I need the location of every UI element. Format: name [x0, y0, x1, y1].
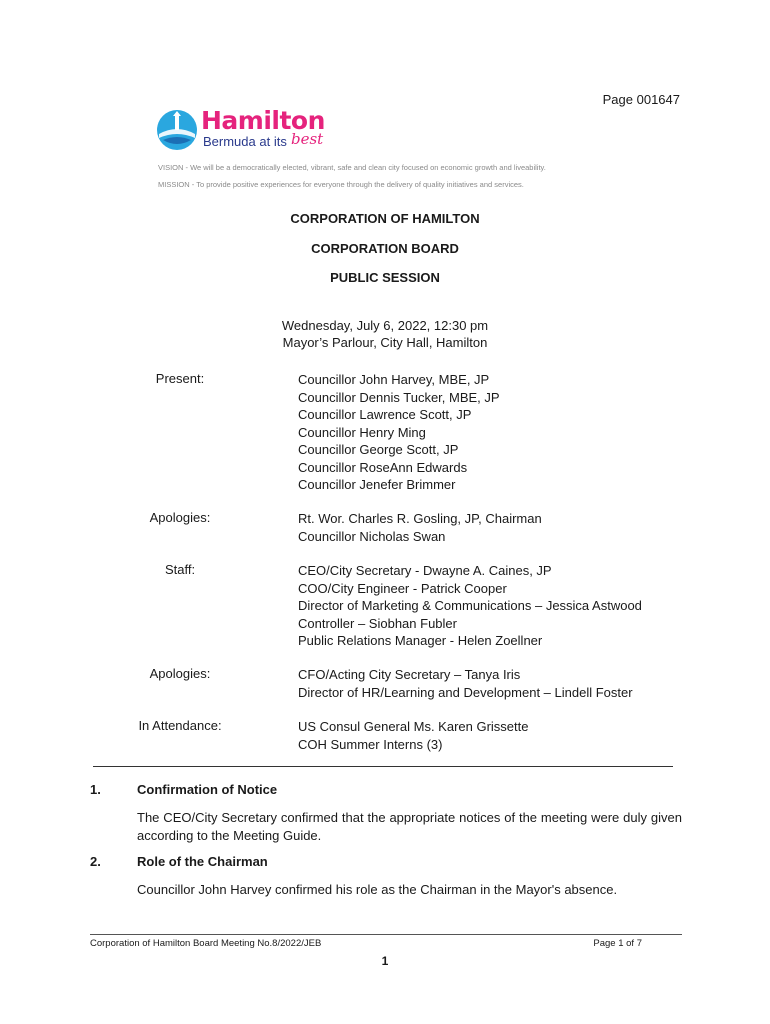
attendee-name: CFO/Acting City Secretary – Tanya Iris: [298, 667, 521, 682]
staff-apologies-list: [298, 666, 633, 701]
footer-page-number: 1: [381, 954, 389, 968]
apologies-label: Apologies:: [149, 510, 211, 525]
attendee-name: Councillor George Scott, JP: [298, 442, 459, 457]
section-number: 2.: [90, 854, 101, 869]
attendee-name: Councillor Jenefer Brimmer: [298, 477, 456, 492]
attendee-name: Councillor John Harvey, MBE, JP: [298, 372, 490, 387]
attendee-name: Public Relations Manager - Helen Zoellner: [298, 633, 543, 648]
meeting-datetime: Wednesday, July 6, 2022, 12:30 pm: [281, 318, 489, 333]
attendee-name: US Consul General Ms. Karen Grissette: [298, 719, 529, 734]
section-title: Confirmation of Notice: [137, 782, 278, 797]
apologies-list: [298, 510, 542, 545]
attendee-name: COO/City Engineer - Patrick Cooper: [298, 580, 507, 596]
attendee-name: Councillor Dennis Tucker, MBE, JP: [298, 389, 500, 405]
attendee-name: Director of Marketing & Communications – Jessica Astwood: [298, 598, 642, 613]
present-label: Present:: [155, 371, 205, 386]
attendee-name: COH Summer Interns (3): [298, 736, 443, 752]
section-body: The CEO/City Secretary confirmed that the appropriate notices of the meeting were duly given according to the Meeting Guide.: [137, 810, 682, 843]
meeting-location: Mayor’s Parlour, City Hall, Hamilton: [282, 335, 488, 350]
attendee-name: Councillor Henry Ming: [298, 424, 426, 440]
section-title: Role of the Chairman: [137, 854, 268, 869]
section-body: Councillor John Harvey confirmed his role as the Chairman in the Mayor's absence.: [137, 882, 618, 897]
attendee-name: Controller – Siobhan Fubler: [298, 615, 457, 631]
staff-label: Staff:: [164, 562, 196, 577]
staff-list: [298, 562, 642, 650]
attendee-name: Director of HR/Learning and Development – Lindell Foster: [298, 684, 633, 700]
attendee-name: Councillor Nicholas Swan: [298, 528, 446, 544]
in-attendance-label: In Attendance:: [138, 718, 222, 733]
attendee-name: CEO/City Secretary - Dwayne A. Caines, JP: [298, 563, 552, 578]
title-organization: CORPORATION OF HAMILTON: [290, 211, 480, 226]
hamilton-logo: [155, 104, 330, 156]
attendee-name: Councillor Lawrence Scott, JP: [298, 407, 472, 422]
section-number: 1.: [90, 782, 101, 797]
footer-meeting-ref: Corporation of Hamilton Board Meeting No.8/2022/JEB: [90, 938, 322, 949]
mission-statement: MISSION - To provide positive experiences for everyone through the delivery of quality initiatives and services.: [158, 180, 524, 189]
title-board: CORPORATION BOARD: [311, 241, 459, 256]
title-session: PUBLIC SESSION: [330, 270, 440, 285]
in-attendance-list: [298, 718, 528, 753]
footer-divider: [90, 934, 682, 935]
staff-apologies-label: Apologies:: [149, 666, 211, 681]
section-divider: [93, 766, 673, 767]
attendee-name: Rt. Wor. Charles R. Gosling, JP, Chairman: [298, 511, 542, 526]
footer-page-count: Page 1 of 7: [593, 938, 642, 949]
logo-tagline-script: best: [291, 130, 324, 148]
globe-icon: [155, 108, 199, 152]
logo-tagline: Bermuda at its: [203, 134, 287, 149]
logo-wordmark: Hamilton: [201, 106, 325, 135]
attendee-name: Councillor RoseAnn Edwards: [298, 459, 468, 475]
present-list: [298, 371, 500, 494]
vision-statement: VISION - We will be a democratically elected, vibrant, safe and clean city focused on economic growth and liveability.: [158, 163, 546, 172]
page-reference: Page 001647: [602, 92, 680, 107]
